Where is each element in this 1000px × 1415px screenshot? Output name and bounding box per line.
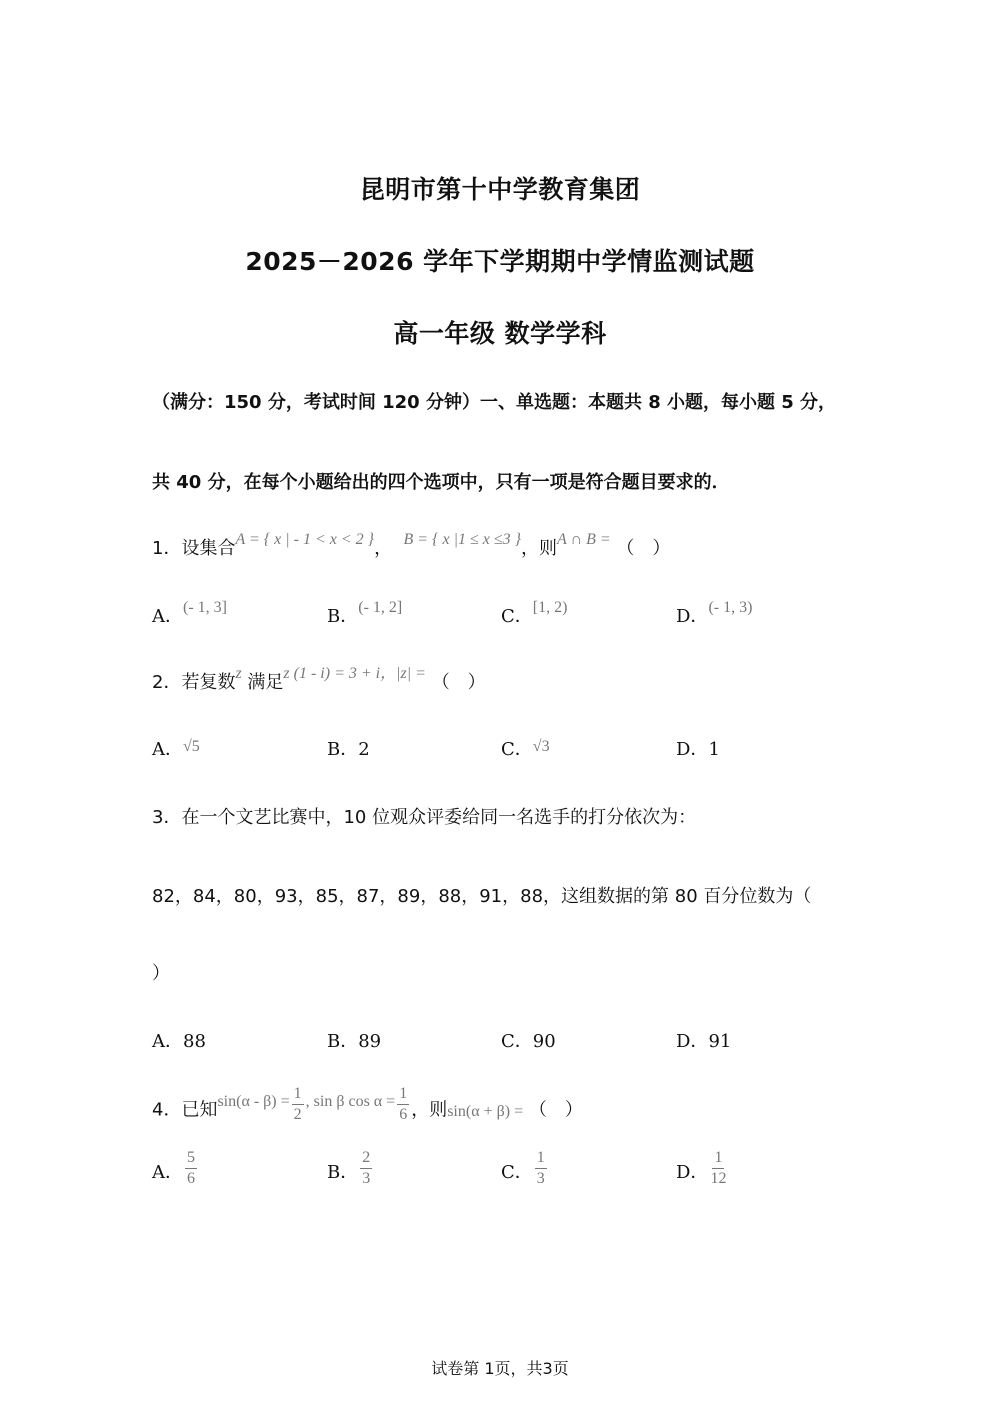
- q2-option-a: A．√5: [152, 738, 200, 760]
- q1-option-c: C．[1, 2): [501, 599, 568, 627]
- question-4-frac-2: $\frac{1}{6}$: [399, 1085, 408, 1123]
- intro-line-1: （满分：150 分，考试时间 120 分钟）一、单选题：本题共 8 小题，每小题 5 分，: [152, 392, 837, 413]
- question-2-equation: z (1 - i) = 3 + i，|z| =: [283, 665, 426, 682]
- q1-option-d-value: (- 1, 3): [708, 599, 753, 616]
- q3-option-d: D．91: [676, 1031, 732, 1052]
- q2-option-d: D．1: [676, 739, 720, 760]
- q1-option-c-value: [1, 2): [532, 599, 568, 616]
- question-4-prefix: 4．已知: [152, 1099, 218, 1121]
- q4-option-d: D． $\frac{1}{12}$: [676, 1149, 727, 1187]
- question-2-mid: 满足: [247, 672, 284, 693]
- q4-option-a: A． $\frac{5}{6}$: [152, 1149, 195, 1187]
- q3-option-c: C．90: [501, 1031, 556, 1052]
- q1-option-b: B．(- 1, 2]: [327, 599, 403, 627]
- question-3-line-2: 82，84，80，93，85，87，89，88，91，88，这组数据的第 80 百分位数为（: [152, 886, 812, 907]
- question-1: [152, 531, 671, 560]
- q2-option-a-value: √5: [183, 738, 200, 755]
- question-3-line-3: ）: [152, 963, 170, 984]
- page-footer: 试卷第 1页，共3页: [431, 1359, 569, 1378]
- q4-option-a-frac: $\frac{5}{6}$: [187, 1149, 195, 1187]
- q1-option-b-value: (- 1, 2]: [358, 599, 403, 616]
- question-2-z: z: [235, 665, 242, 682]
- question-1-mid: ，则: [521, 538, 558, 559]
- question-4: [152, 1085, 583, 1131]
- q3-option-a: A．88: [152, 1031, 206, 1052]
- q2-option-b-value: 2: [358, 739, 370, 760]
- school-title: 昆明市第十中学教育集团: [359, 175, 641, 204]
- q2-option-b: B．2: [327, 739, 370, 760]
- q2-option-c-value: √3: [532, 738, 550, 755]
- q1-option-d: D．(- 1, 3): [676, 599, 753, 627]
- question-2-suffix: （ ）: [431, 672, 486, 693]
- question-3-line-1: 3．在一个文艺比赛中，10 位观众评委给同一名选手的打分依次为：: [152, 807, 697, 828]
- grade-subject-title: 高一年级 数学学科: [393, 319, 607, 348]
- q4-option-b-frac: $\frac{2}{3}$: [362, 1149, 371, 1187]
- question-1-intersection: A ∩ B =: [557, 531, 611, 548]
- question-2-prefix: 2．若复数: [152, 672, 236, 693]
- q3-option-b: B．89: [327, 1031, 382, 1052]
- question-4-expr-3: sin(α + β) =: [447, 1102, 524, 1120]
- q4-option-b: B． $\frac{2}{3}$: [327, 1149, 371, 1187]
- question-4-expr-2: , sin β cos α =: [305, 1092, 396, 1110]
- q2-option-c: C．√3: [501, 738, 550, 760]
- question-4-mid: ，则: [411, 1099, 448, 1121]
- q4-option-d-frac: $\frac{1}{12}$: [710, 1149, 727, 1187]
- q4-option-c-frac: $\frac{1}{3}$: [536, 1149, 545, 1187]
- question-4-frac-1: $\frac{1}{2}$: [293, 1085, 302, 1123]
- question-2: [152, 665, 486, 694]
- question-1-set-a: A = { x | - 1 < x < 2 }: [235, 531, 375, 548]
- question-4-expr-1: sin(α - β) =: [217, 1092, 290, 1110]
- q2-option-d-value: 1: [708, 739, 720, 760]
- q1-option-a: A．(- 1, 3]: [152, 599, 227, 627]
- question-1-suffix: （ ）: [616, 538, 671, 559]
- intro-line-2: 共 40 分，在每个小题给出的四个选项中，只有一项是符合题目要求的．: [152, 472, 730, 493]
- question-1-set-b: B = { x |1 ≤ x ≤3 }: [403, 531, 522, 548]
- question-1-sep: ，: [374, 538, 393, 559]
- question-1-prefix: 1．设集合: [152, 538, 236, 559]
- question-4-suffix: （ ）: [528, 1099, 583, 1121]
- q1-option-a-value: (- 1, 3]: [183, 599, 227, 616]
- q4-option-c: C． $\frac{1}{3}$: [501, 1149, 545, 1187]
- exam-title: 2025－2026 学年下学期期中学情监测试题: [245, 247, 755, 276]
